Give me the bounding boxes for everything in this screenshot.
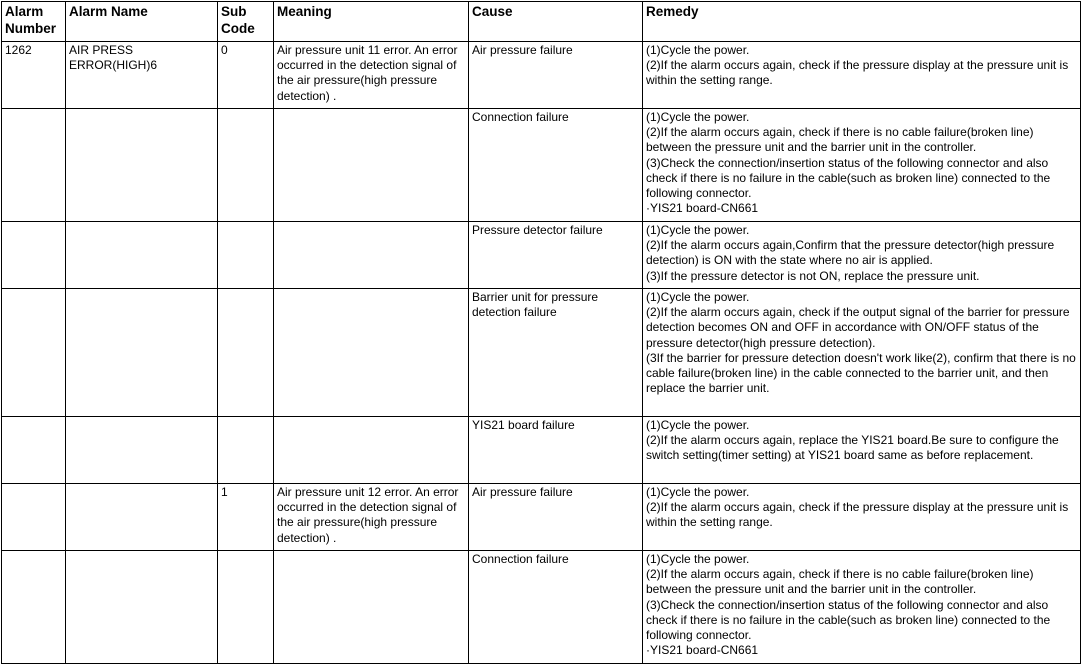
cell-meaning: Air pressure unit 12 error. An error occurred in the detection signal of the air pressure(high pressure detection) . [274, 484, 469, 551]
remedy-line: (2)If the alarm occurs again, check if there is no cable failure(broken line) between the pressure unit and the barrier unit in the controller. [646, 125, 1034, 155]
remedy-line: (2)If the alarm occurs again, check if the pressure display at the pressure unit is within the setting range. [646, 58, 1069, 88]
remedy-line: (3)Check the connection/insertion status of the following connector and also check if there is no failure in the cable(such as broken line) connected to the following connector. [646, 155, 1051, 201]
remedy-line: (3)Check the connection/insertion status of the following connector and also check if there is no failure in the cable(such as broken line) connected to the following connector. [646, 597, 1051, 643]
header-remedy: Remedy [643, 2, 1081, 42]
alarm-table [1, 1, 1081, 664]
cell-sub-code [218, 417, 274, 484]
remedy-line: ·YIS21 board-CN661 [646, 201, 759, 216]
table-row [2, 289, 1081, 417]
remedy-line: (1)Cycle the power. [646, 110, 750, 124]
cell-sub-code: 0 [218, 42, 274, 109]
header-alarm-name: Alarm Name [66, 2, 218, 42]
cell-cause: Connection failure [469, 551, 643, 664]
cell-sub-code: 1 [218, 484, 274, 551]
table-row [2, 222, 1081, 289]
table-row [2, 42, 1081, 109]
cell-meaning [274, 417, 469, 484]
table-row [2, 484, 1081, 551]
cell-cause: Pressure detector failure [469, 222, 643, 289]
cell-alarm-name [66, 484, 218, 551]
cell-alarm-name: AIR PRESS ERROR(HIGH)6 [66, 42, 218, 109]
cell-cause: Air pressure failure [469, 42, 643, 109]
cell-alarm-number [2, 484, 66, 551]
remedy-line: (2)If the alarm occurs again, check if the pressure display at the pressure unit is within the setting range. [646, 500, 1069, 530]
cell-alarm-name [66, 289, 218, 417]
cell-cause: Barrier unit for pressure detection failure [469, 289, 643, 417]
cell-alarm-name [66, 551, 218, 664]
remedy-line: (1)Cycle the power. [646, 223, 750, 237]
cell-alarm-number [2, 417, 66, 484]
cell-alarm-number [2, 222, 66, 289]
header-cause: Cause [469, 2, 643, 42]
cell-alarm-name [66, 109, 218, 222]
cell-alarm-number: 1262 [2, 42, 66, 109]
cell-remedy [643, 484, 1081, 551]
remedy-line: (2)If the alarm occurs again,Confirm that the pressure detector(high pressure detection) is ON with the state where no air is applied. [646, 238, 1055, 268]
cell-remedy [643, 417, 1081, 484]
cell-sub-code [218, 551, 274, 664]
remedy-line: (1)Cycle the power. [646, 418, 750, 432]
cell-remedy [643, 289, 1081, 417]
cell-meaning [274, 109, 469, 222]
cell-meaning: Air pressure unit 11 error. An error occurred in the detection signal of the air pressure(high pressure detection) . [274, 42, 469, 109]
remedy-line: (3)If the pressure detector is not ON, replace the pressure unit. [646, 268, 980, 283]
cell-meaning [274, 289, 469, 417]
remedy-line: (2)If the alarm occurs again, check if the output signal of the barrier for pressure detection becomes ON and OFF in accordance with ON/OFF status of the pressure detector(high pressure detection). [646, 305, 1070, 350]
cell-sub-code [218, 109, 274, 222]
cell-alarm-name [66, 417, 218, 484]
remedy-line: ·YIS21 board-CN661 [646, 643, 759, 658]
cell-remedy [643, 42, 1081, 109]
remedy-line: (1)Cycle the power. [646, 552, 750, 566]
cell-cause: YIS21 board failure [469, 417, 643, 484]
remedy-line: (1)Cycle the power. [646, 485, 750, 499]
cell-remedy [643, 222, 1081, 289]
remedy-line: (3If the barrier for pressure detection doesn't work like(2), confirm that there is no cable failure(broken line) in the cable connected to the barrier unit, and then replace the barrier unit. [646, 350, 1076, 396]
header-alarm-number: Alarm Number [2, 2, 66, 42]
cell-meaning [274, 551, 469, 664]
remedy-line: (1)Cycle the power. [646, 290, 750, 304]
header-sub-code: Sub Code [218, 2, 274, 42]
cell-remedy [643, 551, 1081, 664]
cell-sub-code [218, 222, 274, 289]
cell-alarm-number [2, 551, 66, 664]
cell-remedy [643, 109, 1081, 222]
remedy-line: (2)If the alarm occurs again, check if there is no cable failure(broken line) between the pressure unit and the barrier unit in the controller. [646, 567, 1034, 597]
cell-alarm-number [2, 109, 66, 222]
cell-sub-code [218, 289, 274, 417]
cell-meaning [274, 222, 469, 289]
table-row [2, 109, 1081, 222]
table-row [2, 551, 1081, 664]
cell-cause: Connection failure [469, 109, 643, 222]
remedy-line: (1)Cycle the power. [646, 43, 750, 57]
cell-alarm-name [66, 222, 218, 289]
cell-cause: Air pressure failure [469, 484, 643, 551]
remedy-line: (2)If the alarm occurs again, replace the YIS21 board.Be sure to configure the switch setting(timer setting) at YIS21 board same as before replacement. [646, 433, 1059, 463]
header-meaning: Meaning [274, 2, 469, 42]
table-header-row [2, 2, 1081, 42]
table-row [2, 417, 1081, 484]
cell-alarm-number [2, 289, 66, 417]
